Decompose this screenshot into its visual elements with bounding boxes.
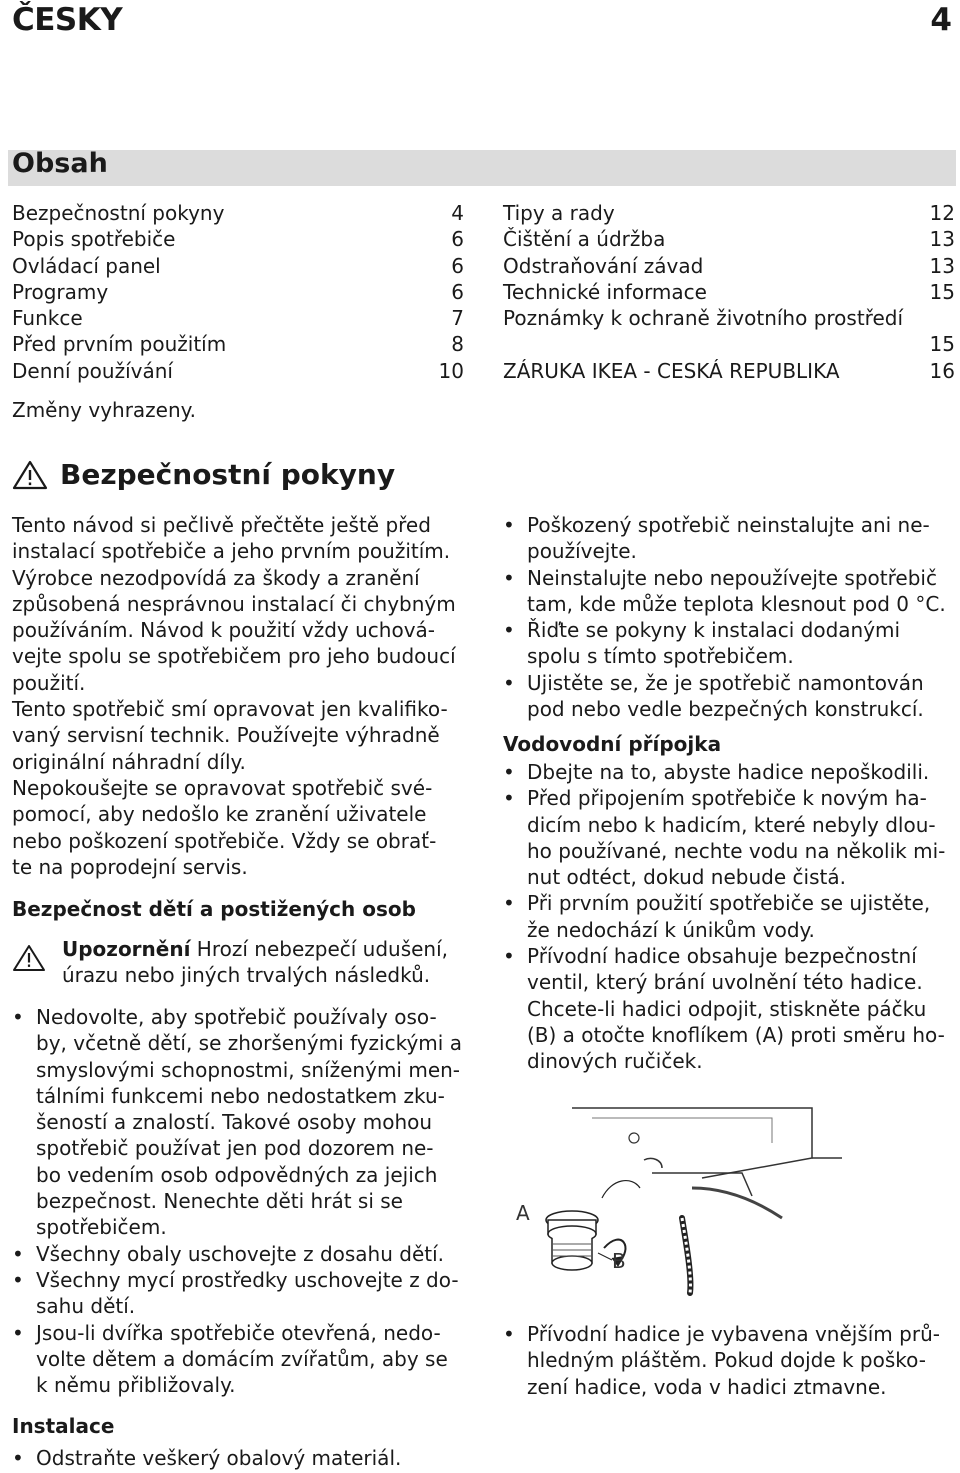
list-item-line: by, včetně dětí, se zhoršenými fyzickými a — [36, 1031, 462, 1056]
toc-entry-label: Programy — [12, 279, 109, 304]
list-item-line: sahu dětí. — [36, 1294, 136, 1319]
toc-entry-label: Ovládací panel — [12, 253, 161, 278]
warning-label: Upozornění — [62, 937, 191, 961]
toc-entry-label: Technické informace — [503, 279, 707, 304]
toc-entry[interactable] — [503, 226, 955, 252]
list-item-line: • Při prvním použití spotřebiče se ujistěte, — [527, 891, 931, 916]
list-item — [12, 1241, 472, 1267]
list-item-line: spotřebič používat jen pod dozorem ne- — [36, 1136, 434, 1161]
warning-triangle-icon — [12, 460, 48, 490]
intro-line: originální náhradní díly. — [12, 749, 246, 774]
toc-entry-label: Poznámky k ochraně životního prostředí — [503, 306, 904, 331]
toc-entry[interactable] — [503, 305, 955, 358]
page-number: 4 — [930, 2, 952, 38]
toc-entry[interactable] — [12, 305, 464, 331]
list-item-line: dicím nebo k hadicím, které nebyly dlou- — [527, 812, 936, 837]
warning-text: Hrozí nebezpečí udušení, — [190, 937, 449, 961]
list-item — [503, 565, 955, 618]
list-item-line: • Před připojením spotřebiče k novým ha- — [527, 786, 927, 811]
list-item-line: spolu s tímto spotřebičem. — [527, 644, 794, 669]
toc-entry-page: 15 — [929, 332, 955, 357]
toc-entry[interactable] — [12, 200, 464, 226]
intro-line: vejte spolu se spotřebičem pro jeho budoucí — [12, 644, 456, 669]
list-item-line: (B) a otočte knoflíkem (A) proti směru ho- — [527, 1022, 945, 1047]
intro-line: Výrobce nezodpovídá za škody a zranění — [12, 565, 420, 590]
figure-label-a: A — [516, 1201, 530, 1225]
list-item-line: bezpečnost. Nenechte děti hrát si se — [36, 1189, 403, 1214]
toc-entry-page: 6 — [451, 253, 464, 278]
list-item-line: bo vedením osob odpovědných za jejich — [36, 1162, 438, 1187]
water-connection-list — [503, 759, 955, 1075]
toc-entry-page: 6 — [451, 279, 464, 304]
toc-entry-label: Popis spotřebiče — [12, 227, 176, 252]
warning-notice — [12, 936, 472, 989]
list-item-line: • Neinstalujte nebo nepoužívejte spotřebič — [527, 565, 937, 590]
list-item-line: dinových ručiček. — [527, 1049, 703, 1074]
list-item-line: • Řiďte se pokyny k instalaci dodanými — [527, 618, 901, 643]
list-item — [503, 512, 955, 565]
list-item — [503, 890, 955, 943]
intro-line: použití. — [12, 670, 86, 695]
list-item-line: tam, kde může teplota klesnout pod 0 °C. — [527, 591, 946, 616]
toc-entry-page: 13 — [929, 253, 955, 278]
safety-section-heading — [12, 458, 395, 491]
toc-entry-page: 8 — [451, 332, 464, 357]
list-item-line: zení hadice, voda v hadici ztmavne. — [527, 1374, 887, 1399]
list-item-line: nut odtéct, dokud nebude čistá. — [527, 865, 846, 890]
toc-entry-label: Čištění a údržba — [503, 227, 666, 252]
list-item-line: spotřebičem. — [36, 1215, 167, 1240]
list-item-line: pod nebo vedle bezpečných konstrukcí. — [527, 697, 924, 722]
list-item-line: ho používané, nechte vodu na několik mi- — [527, 838, 946, 863]
changes-note: Změny vyhrazeny. — [12, 398, 197, 422]
intro-line: pomocí, aby nedošlo ke zranění uživatele — [12, 802, 427, 827]
intro-line: Nepokoušejte se opravovat spotřebič své- — [12, 775, 433, 800]
list-item-line: • Nedovolte, aby spotřebič používaly oso- — [36, 1005, 437, 1029]
list-item-line: hledným pláštěm. Pokud dojde k poško- — [527, 1348, 926, 1373]
list-item — [503, 943, 955, 1074]
intro-line: nebo poškození spotřebiče. Vždy se obrať- — [12, 828, 437, 853]
toc-entry-page: 10 — [438, 358, 464, 383]
list-item-line: šeností a znalostí. Takové osoby mohou — [36, 1110, 433, 1135]
installation-list — [12, 1445, 472, 1471]
list-item — [12, 1004, 472, 1241]
toc-entry[interactable] — [503, 200, 955, 226]
toc-entry-page: 15 — [929, 279, 955, 304]
toc-entry[interactable] — [12, 358, 464, 384]
list-item-line: volte dětem a domácím zvířatům, aby se — [36, 1346, 448, 1371]
safety-title: Bezpečnostní pokyny — [60, 458, 396, 491]
list-item-line: že nedochází k únikům vody. — [527, 917, 815, 942]
list-item-line: Chcete-li hadici odpojit, stiskněte páčku — [527, 996, 927, 1021]
figure-label-b: B — [612, 1249, 626, 1273]
toc-entry-label: Před prvním použitím — [12, 332, 227, 357]
intro-line: Tento návod si pečlivě přečtěte ještě před — [12, 513, 431, 537]
list-item — [12, 1445, 472, 1471]
toc-entry-page: 7 — [451, 306, 464, 331]
intro-line: způsobená nesprávnou instalací či chybným — [12, 591, 456, 616]
intro-line: te na poprodejní servis. — [12, 854, 248, 879]
toc-entry[interactable] — [12, 331, 464, 357]
intro-line: vaný servisní technik. Používejte výhradně — [12, 723, 440, 748]
toc-entry[interactable] — [12, 226, 464, 252]
hose-valve-illustration — [512, 1098, 932, 1298]
children-safety-list — [12, 1004, 472, 1398]
toc-entry-label: Denní používání — [12, 358, 173, 383]
list-item-line: používejte. — [527, 539, 637, 564]
list-item-line: tálními funkcemi nebo nedostatkem zku- — [36, 1083, 445, 1108]
toc-right-column — [503, 200, 955, 384]
list-item-line: • Ujistěte se, že je spotřebič namontován — [527, 670, 924, 695]
list-item-line: • Poškozený spotřebič neinstalujte ani ne- — [527, 513, 930, 537]
toc-entry-label: Funkce — [12, 306, 83, 331]
toc-entry-page: 13 — [929, 227, 955, 252]
list-item — [503, 1321, 955, 1400]
children-safety-heading: Bezpečnost dětí a postižených osob — [12, 897, 416, 921]
toc-entry-label: Tipy a rady — [503, 201, 615, 225]
page-language: ČESKY — [12, 2, 123, 38]
list-item-line: • Dbejte na to, abyste hadice nepoškodili. — [527, 760, 930, 784]
hose-info-list — [503, 1321, 955, 1400]
list-item-line: • Přívodní hadice je vybavena vnějším prů- — [527, 1322, 940, 1346]
warning-text-line2: úrazu nebo jiných trvalých následků. — [62, 963, 431, 988]
toc-entry[interactable] — [503, 279, 955, 305]
list-item — [503, 759, 955, 785]
list-item — [503, 617, 955, 670]
intro-line: Tento spotřebič smí opravovat jen kvalifiko- — [12, 697, 448, 722]
intro-line: používáním. Návod k použití vždy uchová- — [12, 618, 435, 643]
toc-title-band — [8, 150, 956, 186]
list-item-line: ventil, který brání uvolnění této hadice. — [527, 970, 923, 995]
list-item — [12, 1267, 472, 1320]
list-item — [503, 670, 955, 723]
toc-entry-label: Bezpečnostní pokyny — [12, 201, 225, 225]
list-item-line: k němu přibližovaly. — [36, 1373, 236, 1398]
list-item-line: • Všechny obaly uschovejte z dosahu dětí. — [36, 1241, 445, 1266]
toc-entry-label: Odstraňování závad — [503, 253, 704, 278]
toc-title: Obsah — [12, 148, 108, 179]
toc-entry-label: ZÁRUKA IKEA - CESKÁ REPUBLIKA — [503, 358, 840, 383]
list-item — [503, 785, 955, 890]
toc-entry-page: 12 — [929, 201, 955, 225]
installation-list-continued — [503, 512, 955, 722]
safety-intro — [12, 512, 472, 880]
list-item-line: • Odstraňte veškerý obalový materiál. — [36, 1446, 402, 1470]
intro-line: instalací spotřebiče a jeho prvním použitím. — [12, 539, 451, 564]
toc-entry-page: 6 — [451, 227, 464, 252]
list-item-line: smyslovými schopnostmi, sníženými men- — [36, 1057, 461, 1082]
list-item-line: • Přívodní hadice obsahuje bezpečnostní — [527, 944, 917, 969]
toc-entry-page: 16 — [929, 358, 955, 383]
toc-entry[interactable] — [12, 253, 464, 279]
toc-entry[interactable] — [503, 358, 955, 384]
toc-entry[interactable] — [12, 279, 464, 305]
water-connection-heading: Vodovodní přípojka — [503, 732, 722, 756]
toc-left-column — [12, 200, 464, 384]
installation-heading: Instalace — [12, 1414, 115, 1438]
list-item — [12, 1320, 472, 1399]
list-item-line: • Jsou-li dvířka spotřebiče otevřená, nedo- — [36, 1320, 441, 1345]
toc-entry[interactable] — [503, 253, 955, 279]
toc-entry-page: 4 — [451, 201, 464, 225]
list-item-line: • Všechny mycí prostředky uschovejte z do- — [36, 1267, 459, 1292]
